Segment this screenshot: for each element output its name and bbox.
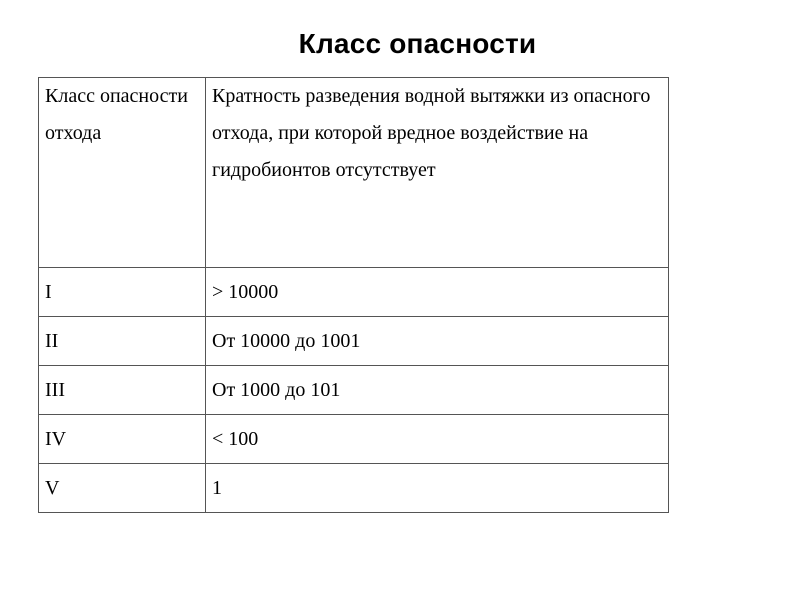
hazard-class-cell: II: [39, 317, 206, 366]
table-header-row: [39, 78, 669, 268]
table-row: [39, 317, 669, 366]
table-row: [39, 268, 669, 317]
slide-title: Класс опасности: [298, 28, 537, 59]
hazard-class-cell: III: [39, 366, 206, 415]
table-row: [39, 415, 669, 464]
dilution-ratio-cell: > 10000: [206, 268, 669, 317]
hazard-class-cell: V: [39, 464, 206, 513]
dilution-ratio-cell: От 10000 до 1001: [206, 317, 669, 366]
table-row: [39, 366, 669, 415]
hazard-class-cell: I: [39, 268, 206, 317]
hazard-class-cell: IV: [39, 415, 206, 464]
header-dilution-ratio: Кратность разведения водной вытяжки из опасного отхода, при которой вредное воздействие на гидробионтов отсутствует: [206, 78, 669, 268]
header-hazard-class: Класс опасности отхода: [39, 78, 206, 268]
dilution-ratio-cell: От 1000 до 101: [206, 366, 669, 415]
dilution-ratio-cell: < 100: [206, 415, 669, 464]
hazard-class-table: [38, 77, 669, 513]
table-row: [39, 464, 669, 513]
dilution-ratio-cell: 1: [206, 464, 669, 513]
